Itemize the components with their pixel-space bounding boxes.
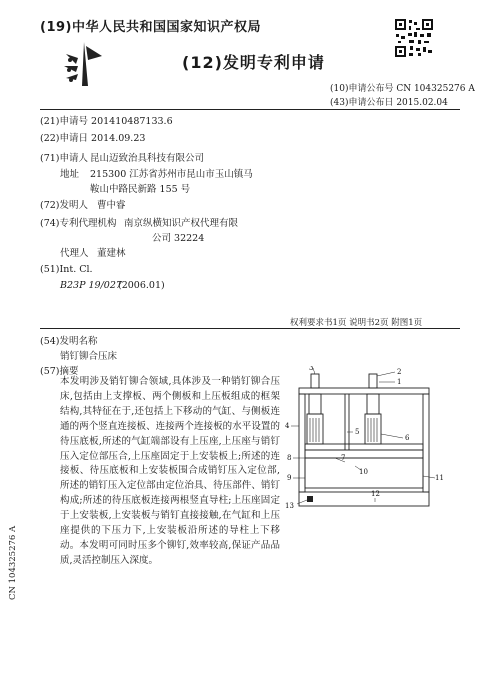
press-machine-figure	[285, 366, 450, 526]
figure-label-13: 13	[285, 502, 294, 510]
title-label: (54)发明名称	[40, 336, 98, 347]
figure-label-11: 11	[435, 474, 444, 482]
address-line-1: 215300 江苏省苏州市昆山市玉山镇马	[90, 169, 253, 180]
int-cl-year: (2006.01)	[118, 280, 165, 291]
int-cl-label: (51)Int. Cl.	[40, 264, 93, 275]
inventor-label: (72)发明人	[40, 200, 89, 211]
address-label: 地址	[60, 169, 80, 180]
int-cl-code: B23P 19/027	[60, 280, 122, 291]
cnipa-logo-icon	[58, 40, 110, 90]
figure-label-2: 2	[397, 368, 402, 376]
abstract-text: 本发明涉及销钉铆合领域,具体涉及一种销钉铆合压床,包括由上支撑板、两个侧板和上压板组成的框架结构,其特征在于,还包括上下移动的气缸、与侧板连通的两个竖直连接板、连接两个连接板的水平设置的待压底板,所述的气缸端部设有上压座,上压座与销钉压入定位部压合,上压座固定于上安装板上;所述的连接板、待压底板和上安装板围合成销钉压入定位部,所述的销钉压入定位部由定位治具、待压部件、销钉构成;所述的待压底板连接两根竖直导柱;上压座固定于上安装板,上安装板与销钉直接接触,在气缸和上压座提供的下压力下,上安装板沿所述的导柱上下移动。本发明可同时压多个铆钉,效率较高,保证产品品质,灵活控制压入深度。	[60, 376, 280, 566]
figure-label-1: 1	[397, 378, 402, 386]
publication-date: (43)申请公布日 2015.02.04	[330, 98, 448, 108]
page-counts: 权利要求书1页 说明书2页 附图1页	[290, 318, 423, 328]
agency-line-2: 公司 32224	[152, 233, 205, 244]
figure-label-6: 6	[405, 434, 410, 442]
document-type-title: (12)发明专利申请	[182, 53, 325, 72]
figure-label-10: 10	[359, 468, 368, 476]
address-line-2: 鞍山中路民新路 155 号	[90, 184, 191, 195]
inventor-name: 曹中睿	[97, 200, 126, 211]
body-divider	[40, 328, 460, 329]
figure-label-4: 4	[285, 422, 290, 430]
applicant-label: (71)申请人	[40, 153, 89, 164]
figure-label-9: 9	[287, 474, 292, 482]
figure-label-5: 5	[355, 428, 360, 436]
figure-label-8: 8	[287, 454, 292, 462]
agency-line-1: 南京纵横知识产权代理有限	[124, 218, 239, 229]
agent-name: 董建林	[97, 248, 126, 259]
application-date: (22)申请日 2014.09.23	[40, 133, 146, 144]
side-publication-code: CN 104325276 A	[8, 525, 18, 600]
figure-label-7: 7	[341, 454, 346, 462]
figure-label-3: 3	[309, 366, 314, 372]
application-number: (21)申请号 201410487133.6	[40, 116, 173, 127]
agency-label: (74)专利代理机构	[40, 218, 117, 229]
abstract-label: (57)摘要	[40, 366, 79, 377]
agent-label: 代理人	[60, 248, 89, 259]
applicant-name: 昆山迈致治具科技有限公司	[90, 153, 205, 164]
qr-code-icon	[394, 18, 434, 58]
office-name: (19)中华人民共和国国家知识产权局	[40, 20, 261, 35]
publication-number: (10)申请公布号 CN 104325276 A	[330, 84, 475, 94]
invention-title: 销钉铆合压床	[60, 351, 118, 362]
header-divider	[40, 109, 460, 110]
figure-label-12: 12	[371, 490, 380, 498]
